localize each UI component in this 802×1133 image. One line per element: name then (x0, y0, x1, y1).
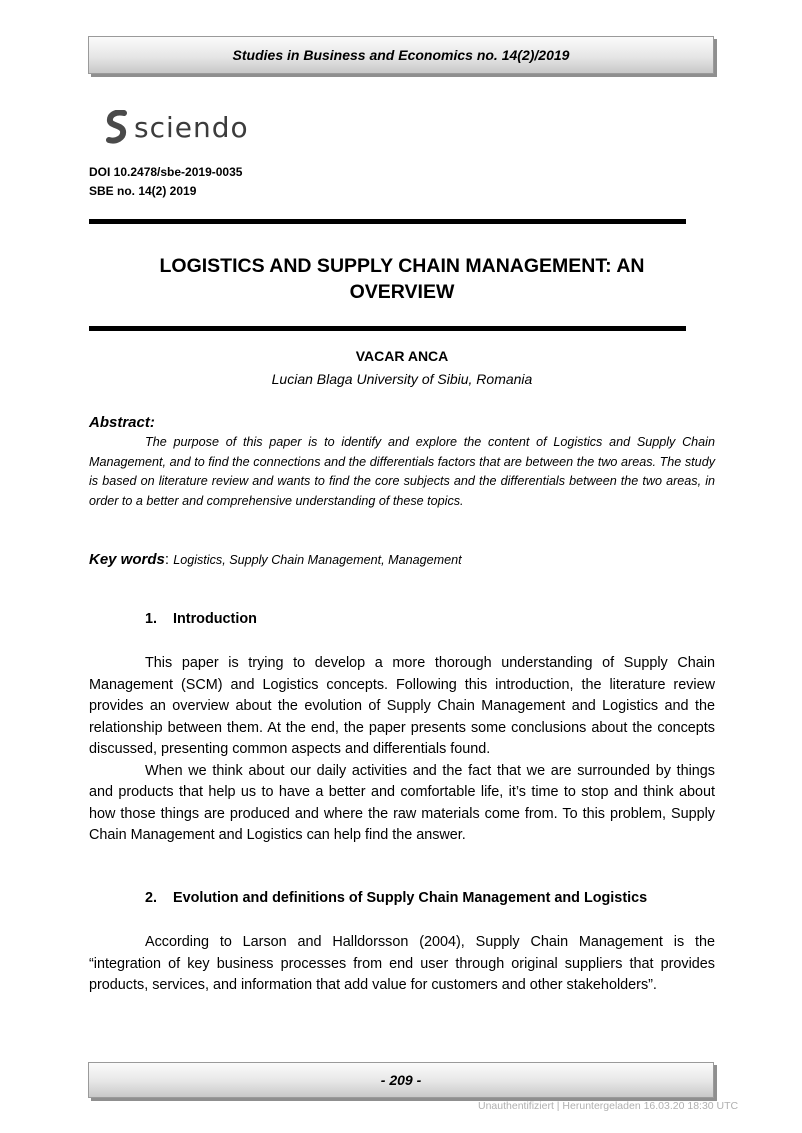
section-number: 2. (145, 890, 158, 906)
section-2-body (89, 932, 715, 997)
sbe-line: SBE no. 14(2) 2019 (89, 184, 197, 198)
section-1-body (89, 653, 715, 847)
title-line-2: OVERVIEW (349, 281, 455, 303)
paragraph: According to Larson and Halldorsson (2004), Supply Chain Management is the “integration of key business processes from end user through original suppliers that provides products, services, and information that add value for customers and other stakeholders”. (89, 934, 715, 993)
paragraph: When we think about our daily activities and the fact that we are surrounded by things and products that help us to have a better and comfortable life, it’s time to stop and think about how those things are produced and where the raw materials come from. To this problem, Supply Chain Management and Logistics can help find the answer. (89, 762, 715, 843)
top-rule (89, 219, 686, 224)
journal-header-text: Studies in Business and Economics no. 14(2)/2019 (232, 47, 570, 63)
author-name: VACAR ANCA (355, 348, 449, 364)
page-footer-banner (88, 1062, 714, 1098)
journal-header-banner (88, 36, 714, 74)
keywords-separator: : (164, 551, 170, 568)
logo-text: sciendo (134, 110, 249, 144)
section-title: Introduction (173, 611, 257, 627)
paper-title (89, 253, 715, 305)
keywords-line (89, 551, 462, 568)
keywords-text: Logistics, Supply Chain Management, Management (173, 553, 462, 567)
section-heading-1 (145, 611, 257, 627)
publisher-logo (106, 110, 249, 144)
section-title: Evolution and definitions of Supply Chain Management and Logistics (173, 890, 648, 906)
keywords-label: Key words (89, 551, 165, 568)
doi-line: DOI 10.2478/sbe-2019-0035 (89, 165, 243, 179)
paragraph: This paper is trying to develop a more thorough understanding of Supply Chain Management (SCM) and Logistics concepts. Following this introduction, the literature review provides an overview about the evolution of Supply Chain Management and Logistics and the relationship between them. At the end, the paper presents some conclusions about the concepts discussed, presenting common aspects and differentials found. (89, 655, 715, 757)
abstract-heading: Abstract: (89, 414, 155, 431)
bottom-rule (89, 326, 686, 331)
title-line-1: LOGISTICS AND SUPPLY CHAIN MANAGEMENT: AN (159, 255, 645, 277)
sciendo-logo-icon (106, 110, 128, 144)
download-watermark: Unauthentifiziert | Heruntergeladen 16.03.20 18:30 UTC (478, 1100, 739, 1112)
section-number: 1. (145, 611, 158, 627)
author-affiliation: Lucian Blaga University of Sibiu, Romania (271, 371, 533, 387)
page-number: - 209 - (380, 1072, 422, 1088)
section-heading-2 (145, 890, 647, 906)
abstract-text: The purpose of this paper is to identify and explore the content of Logistics and Supply Chain Management, and to find the connections and the differentials factors that are between the two areas. The study is based on literature review and wants to find the core subjects and the differentials between the two areas, in order to a better and comprehensive understanding of these topics. (89, 435, 715, 508)
